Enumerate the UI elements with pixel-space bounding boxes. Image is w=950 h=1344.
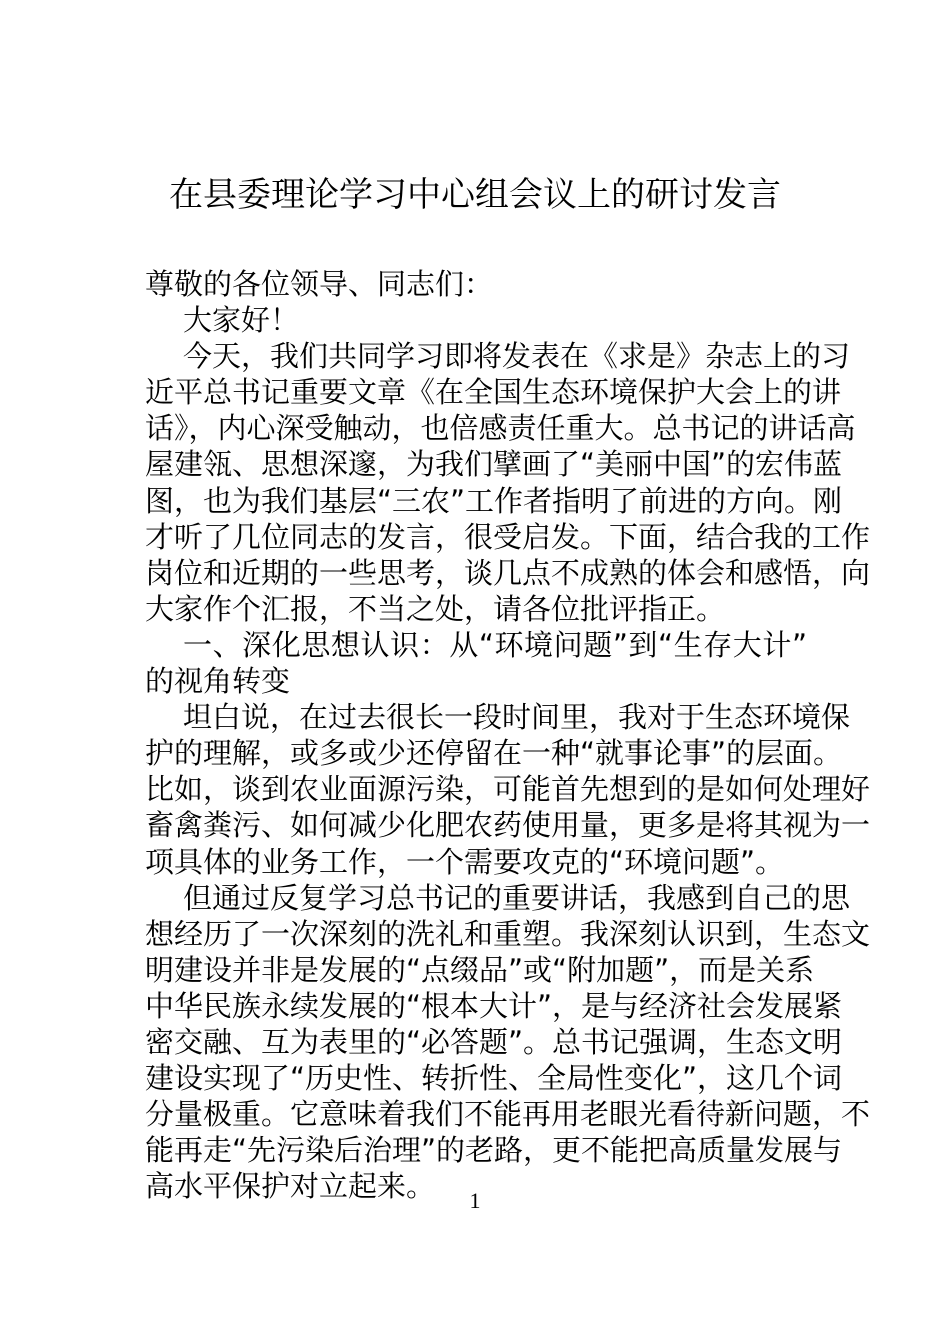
paragraph	[145, 338, 871, 627]
text-line: 比如，谈到农业面源污染，可能首先想到的是如何处理好	[145, 772, 871, 807]
paragraph	[145, 266, 807, 302]
text-line: 近平总书记重要文章《在全国生态环境保护大会上的讲	[145, 375, 842, 410]
text-line: 尊敬的各位领导、同志们：	[145, 267, 494, 301]
text-line: 中华民族永续发展的“根本大计”，是与经济社会发展紧	[145, 988, 843, 1023]
text-line: 话》，内心深受触动，也倍感责任重大。总书记的讲话高	[145, 411, 856, 446]
page-number: 1	[469, 1188, 481, 1213]
text-line: 但通过反复学习总书记的重要讲话，我感到自己的思	[183, 880, 851, 915]
text-line: 图，也为我们基层“三农”工作者指明了前进的方向。刚	[145, 483, 843, 518]
text-line: 大家作个汇报，不当之处，请各位批评指正。	[145, 591, 726, 626]
text-line: 护的理解，或多或少还停留在一种“就事论事”的层面。	[145, 736, 843, 771]
text-line: 今天，我们共同学习即将发表在《求是》杂志上的习	[183, 339, 851, 374]
text-line: 畜禽粪污、如何减少化肥农药使用量，更多是将其视为一	[145, 808, 871, 843]
text-line: 的视角转变	[145, 664, 291, 699]
paragraph	[145, 880, 871, 1205]
text-line: 建设实现了“历史性、转折性、全局性变化”，这几个词	[145, 1061, 843, 1096]
text-line: 才听了几位同志的发言，很受启发。下面，结合我的工作	[145, 519, 871, 554]
text-line: 想经历了一次深刻的洗礼和重塑。我深刻认识到，生态文	[145, 916, 871, 951]
text-line: 分量极重。它意味着我们不能再用老眼光看待新问题，不	[145, 1097, 871, 1132]
text-line: 屋建瓴、思想深邃，为我们擘画了“美丽中国”的宏伟蓝	[145, 447, 843, 482]
paragraph	[145, 302, 807, 338]
text-line: 项具体的业务工作，一个需要攻克的“环境问题”。	[145, 844, 785, 879]
text-line: 岗位和近期的一些思考，谈几点不成熟的体会和感悟，向	[145, 555, 871, 590]
text-line: 能再走“先污染后治理”的老路，更不能把高质量发展与	[145, 1133, 843, 1168]
text-line: 高水平保护对立起来。	[145, 1169, 436, 1204]
text-line: 坦白说，在过去很长一段时间里，我对于生态环境保	[183, 700, 851, 735]
text-line: 一、深化思想认识：从“环境问题”到“生存大计”	[183, 627, 807, 662]
text-line: 大家好！	[183, 303, 300, 338]
document-body	[145, 266, 871, 1204]
text-line: 密交融、互为表里的“必答题”。总书记强调，生态文明	[145, 1024, 843, 1059]
document-title: 在县委理论学习中心组会议上的研讨发言	[169, 175, 781, 215]
paragraph	[145, 627, 807, 699]
paragraph	[145, 699, 871, 879]
text-line: 明建设并非是发展的“点缀品”或“附加题”，而是关系	[145, 952, 815, 987]
